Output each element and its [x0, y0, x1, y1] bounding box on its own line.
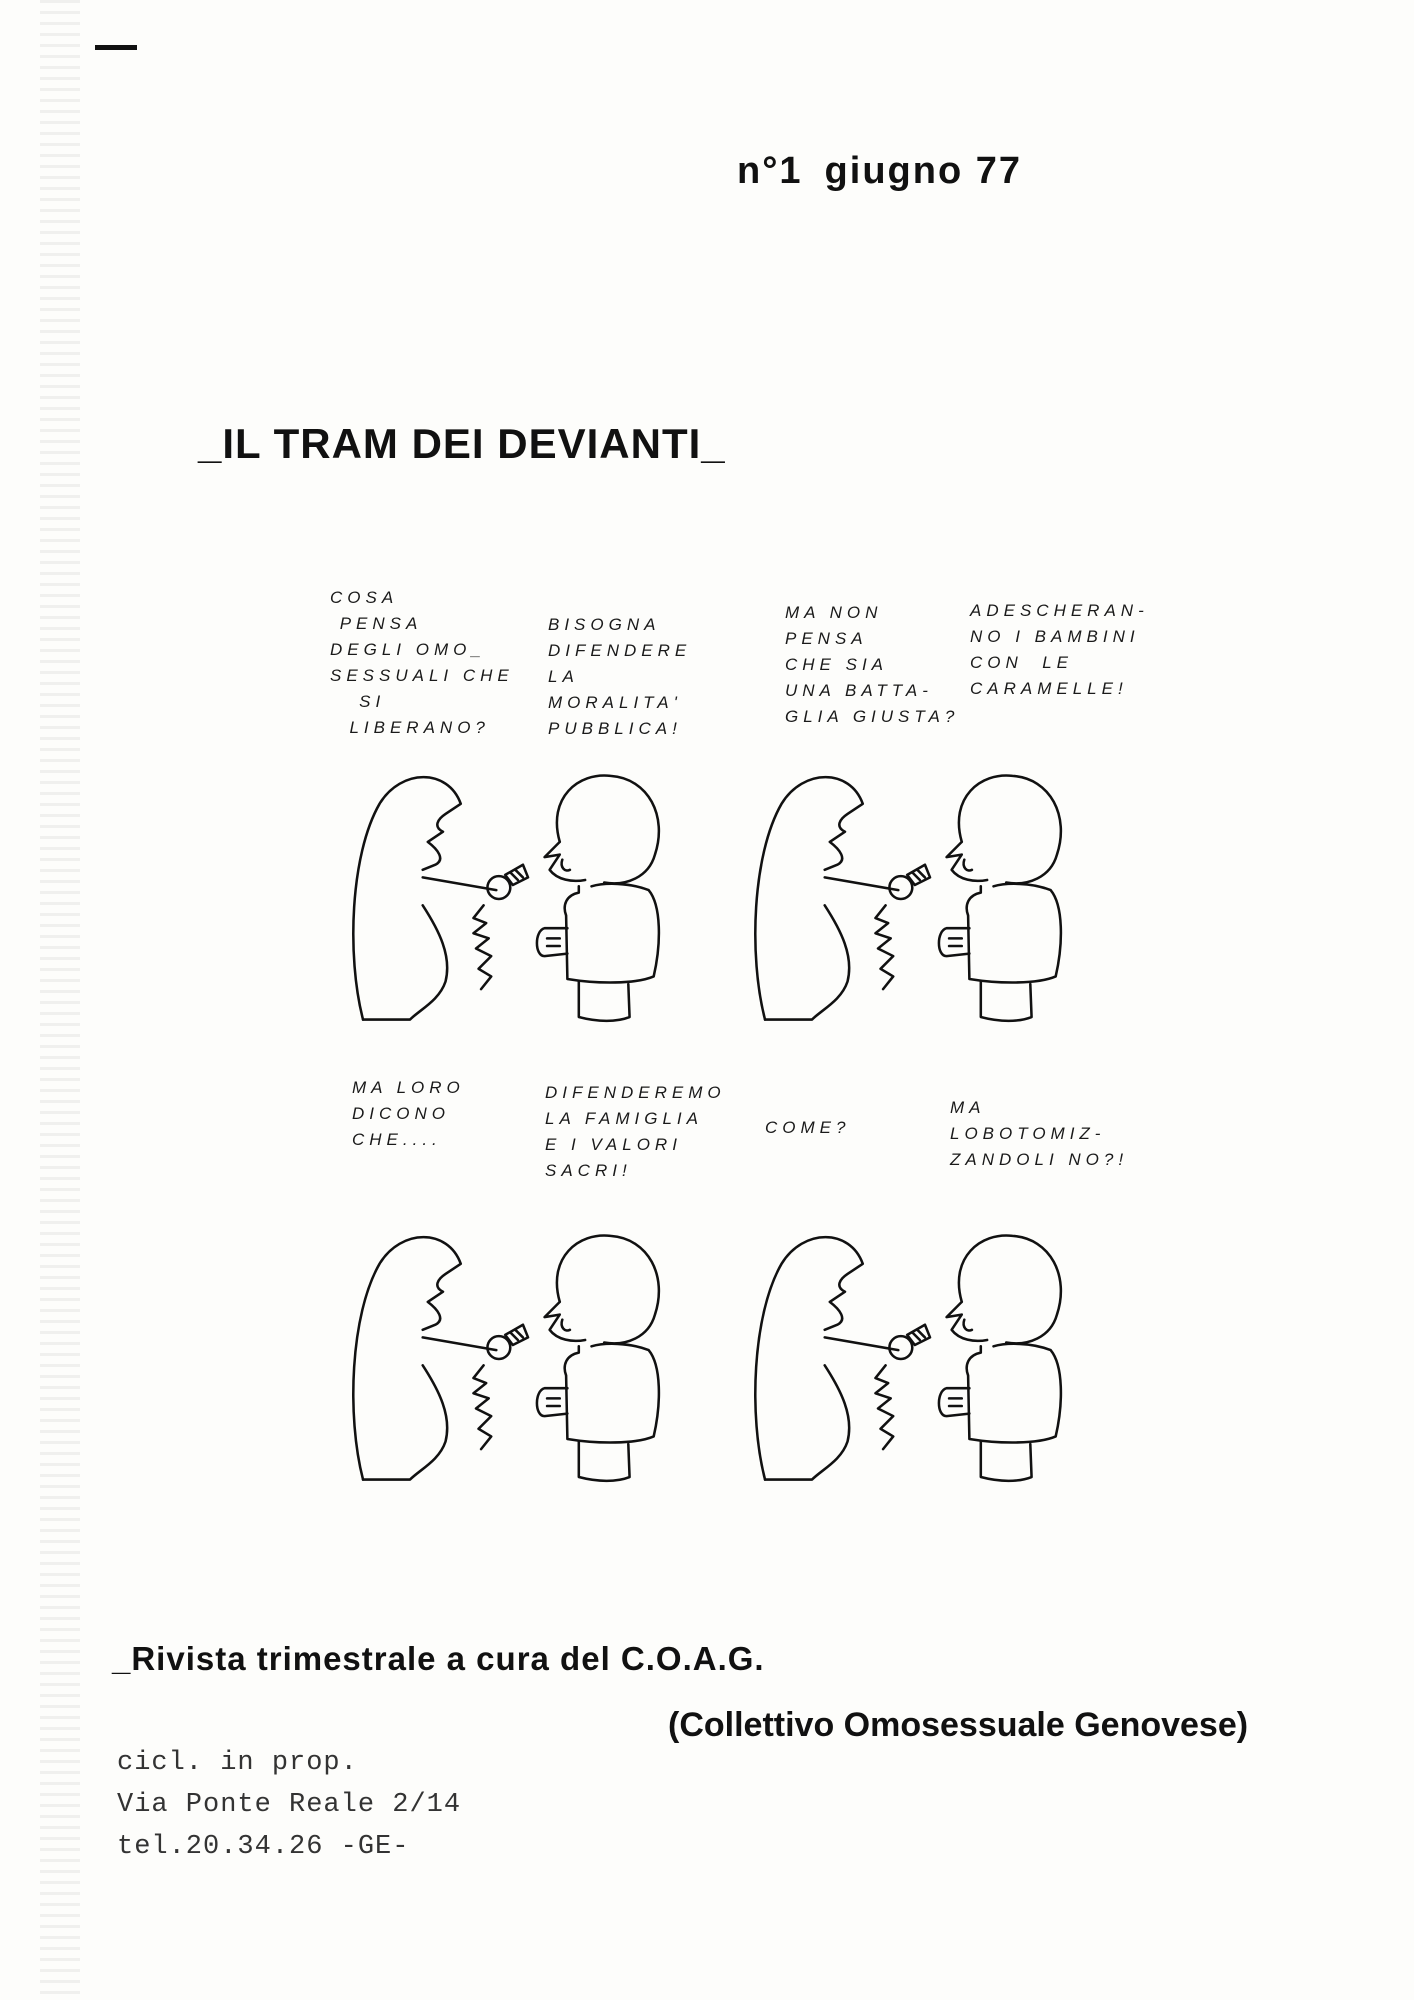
- speech-bubble: MA LORO DICONO CHE....: [352, 1078, 465, 1149]
- magazine-line: _Rivista trimestrale a cura del C.O.A.G.: [112, 1640, 765, 1677]
- typed-line: tel.20.34.26 -GE-: [117, 1832, 410, 1862]
- microphone: [487, 865, 528, 899]
- round-headed-man: [537, 776, 659, 1021]
- collective-name: (Collettivo Omosessuale Genovese): [668, 1706, 1249, 1744]
- speech-bubble: MA NON PENSA CHE SIA UNA BATTA- GLIA GIUSTA?: [785, 603, 960, 726]
- microphone: [889, 1325, 930, 1359]
- issue-number: n°1: [737, 150, 803, 192]
- hooded-interviewer: [353, 1237, 496, 1479]
- microphone: [487, 1325, 528, 1359]
- comic-scene: [746, 765, 1076, 1033]
- comic-scene: [344, 1225, 674, 1493]
- comic-figures: [344, 1225, 674, 1493]
- speech-bubble: DIFENDEREMO LA FAMIGLIA E I VALORI SACRI!: [545, 1083, 726, 1180]
- dash-mark: [95, 45, 137, 50]
- typed-line: cicl. in prop.: [117, 1748, 358, 1778]
- typed-line: Via Ponte Reale 2/14: [117, 1790, 462, 1820]
- comic-scene: [746, 1225, 1076, 1493]
- comic-figures: [746, 765, 1076, 1033]
- speech-bubble: COSA PENSA DEGLI OMO_ SESSUALI CHE SI LIBERANO?: [330, 588, 514, 737]
- hooded-interviewer: [755, 1237, 898, 1479]
- comic-figures: [344, 765, 674, 1033]
- round-headed-man: [537, 1236, 659, 1481]
- speech-bubble: BISOGNA DIFENDERE LA MORALITA' PUBBLICA!: [548, 615, 692, 738]
- hooded-interviewer: [755, 777, 898, 1019]
- speech-bubble: ADESCHERAN- NO I BAMBINI CON LE CARAMELLE!: [970, 601, 1149, 698]
- comic-figures: [746, 1225, 1076, 1493]
- round-headed-man: [939, 1236, 1061, 1481]
- comic-scene: [344, 765, 674, 1033]
- speech-bubble: MA LOBOTOMIZ- ZANDOLI NO?!: [950, 1098, 1129, 1169]
- round-headed-man: [939, 776, 1061, 1021]
- issue-date: giugno 77: [824, 150, 1022, 192]
- issue-header: [737, 150, 1044, 193]
- page-title: _IL TRAM DEI DEVIANTI_: [198, 420, 726, 467]
- scan-edge-noise: [40, 0, 80, 2000]
- hooded-interviewer: [353, 777, 496, 1019]
- speech-bubble: COME?: [765, 1118, 851, 1137]
- microphone: [889, 865, 930, 899]
